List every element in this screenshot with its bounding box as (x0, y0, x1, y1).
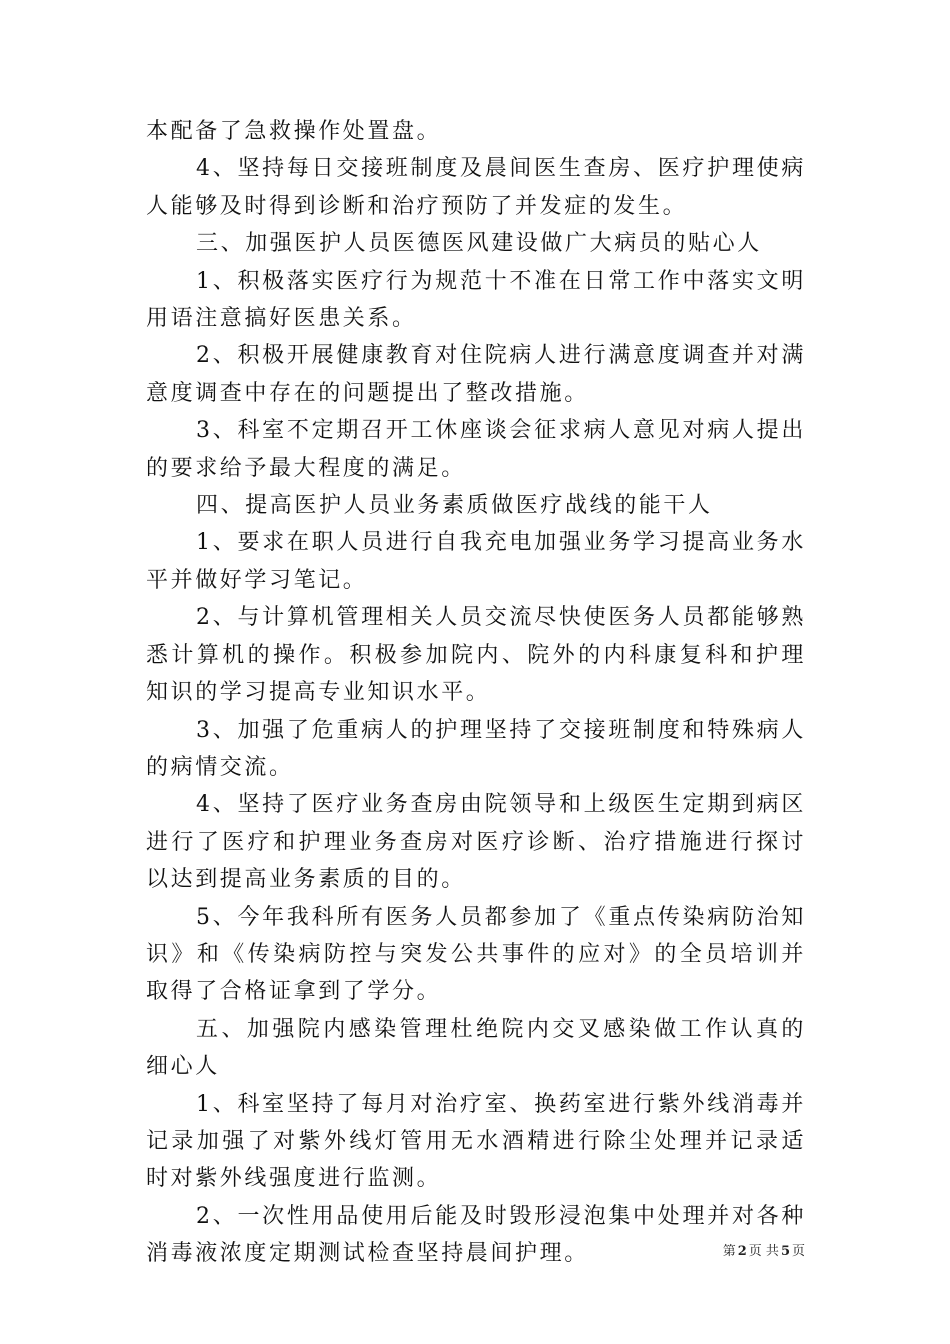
paragraph-10: 3、加强了危重病人的护理坚持了交接班制度和特殊病人的病情交流。 (146, 717, 806, 780)
footer-middle: 页 共 (748, 1244, 779, 1259)
paragraph-6: 3、科室不定期召开工休座谈会征求病人意见对病人提出的要求给予最大程度的满足。 (146, 418, 806, 481)
section-heading-5: 五、加强院内感染管理杜绝院内交叉感染做工作认真的细心人 (146, 1016, 806, 1080)
footer-total-pages: 5 (780, 1244, 790, 1259)
footer-page-number: 2 (737, 1244, 747, 1259)
page-footer (723, 1243, 805, 1261)
paragraph-2: 4、坚持每日交接班制度及晨间医生查房、医疗护理使病人能够及时得到诊断和治疗预防了并发症的发生。 (146, 156, 806, 219)
paragraph-12: 5、今年我科所有医务人员都参加了《重点传染病防治知识》和《传染病防控与突发公共事件的应对》的全员培训并取得了合格证拿到了学分。 (146, 904, 806, 1005)
paragraph-4: 1、积极落实医疗行为规范十不准在日常工作中落实文明用语注意搞好医患关系。 (146, 268, 806, 332)
footer-prefix: 第 (722, 1244, 736, 1259)
paragraph-15: 2、一次性用品使用后能及时毁形浸泡集中处理并对各种消毒液浓度定期测试检查坚持晨间护理。 (146, 1203, 806, 1267)
paragraph-5: 2、积极开展健康教育对住院病人进行满意度调查并对满意度调查中存在的问题提出了整改措施。 (146, 343, 806, 406)
paragraph-14: 1、科室坚持了每月对治疗室、换药室进行紫外线消毒并记录加强了对紫外线灯管用无水酒精进行除尘处理并记录适时对紫外线强度进行监测。 (146, 1091, 806, 1192)
paragraph-1: 本配备了急救操作处置盘。 (146, 119, 442, 144)
section-heading-3: 三、加强医护人员医德医风建设做广大病员的贴心人 (196, 231, 762, 257)
section-heading-4: 四、提高医护人员业务素质做医疗战线的能干人 (196, 493, 713, 519)
paragraph-9: 2、与计算机管理相关人员交流尽快使医务人员都能够熟悉计算机的操作。积极参加院内、院外的内科康复科和护理知识的学习提高专业知识水平。 (146, 605, 806, 706)
paragraph-11: 4、坚持了医疗业务查房由院领导和上级医生定期到病区进行了医疗和护理业务查房对医疗诊断、治疗措施进行探讨以达到提高业务素质的目的。 (146, 792, 806, 893)
paragraph-8: 1、要求在职人员进行自我充电加强业务学习提高业务水平并做好学习笔记。 (146, 530, 806, 593)
footer-suffix: 页 (791, 1244, 805, 1259)
document-body (146, 113, 806, 1273)
